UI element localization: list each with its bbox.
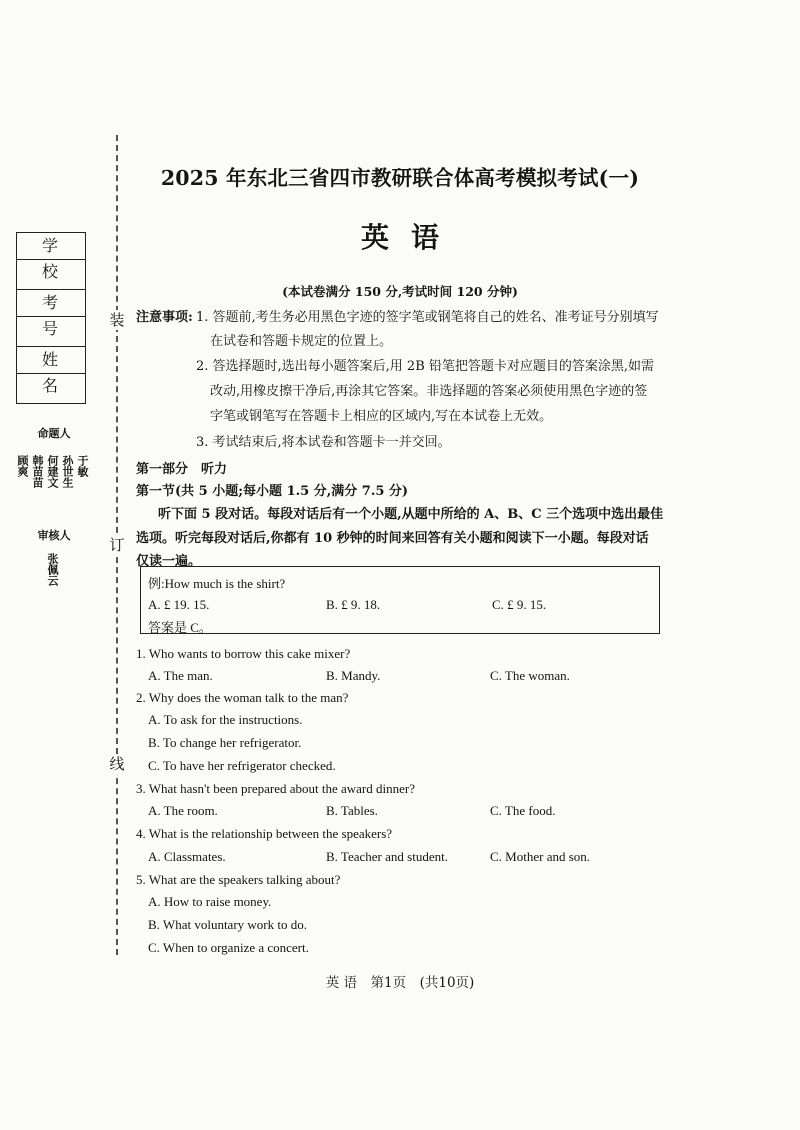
question-option: C. To have her refrigerator checked. — [148, 758, 336, 773]
name-field-label: 姓 名 — [17, 347, 85, 374]
section-title: 第一节(共 5 小题;每小题 1.5 分,满分 7.5 分) — [136, 484, 409, 499]
binding-char-ding: 订 — [107, 535, 127, 555]
reviewer-title: 审核人 — [37, 529, 71, 542]
instruction-line: 选项。听完每段对话后,你都有 10 秒钟的时间来回答有关小题和阅读下一小题。每段对话 — [136, 531, 649, 546]
author-name: 孙世生 — [61, 455, 74, 488]
page-footer: 英 语 第1页 (共10页) — [325, 975, 475, 991]
author-name: 于敏 — [76, 455, 89, 477]
school-field-box[interactable] — [16, 232, 86, 290]
notice-line: 在试卷和答题卡规定的位置上。 — [210, 334, 393, 349]
exam-info: (本试卷满分 150 分,考试时间 120 分钟) — [282, 284, 518, 299]
name-field-box[interactable] — [16, 346, 86, 404]
example-option: B. £ 9. 18. — [326, 597, 381, 612]
exam-number-field-box[interactable] — [16, 289, 86, 347]
question-option: B. To change her refrigerator. — [148, 735, 302, 750]
part-title: 第一部分 听力 — [136, 462, 228, 477]
notice-line: 改动,用橡皮擦干净后,再涂其它答案。非选择题的答案必须使用黑色字迹的签 — [210, 384, 648, 399]
notice-line: 2. 答选择题时,选出每小题答案后,用 2B 铅笔把答题卡对应题目的答案涂黑,如需 — [196, 359, 655, 374]
author-name: 顾爽 — [16, 455, 29, 477]
question-option: B. What voluntary work to do. — [148, 917, 307, 932]
question-option: A. The man. — [148, 668, 213, 683]
question-option: C. The woman. — [490, 668, 570, 683]
example-option: A. £ 19. 15. — [148, 597, 210, 612]
author-name: 韩苗苗 — [31, 455, 44, 488]
question-text: 1. Who wants to borrow this cake mixer? — [136, 646, 351, 661]
author-name: 何建文 — [46, 455, 59, 488]
question-option: A. Classmates. — [148, 849, 226, 864]
binding-char-xian: 线 — [107, 754, 127, 774]
question-option: B. Tables. — [326, 803, 378, 818]
example-answer: 答案是 C。 — [148, 620, 212, 635]
question-option: C. Mother and son. — [490, 849, 591, 864]
author-list — [16, 455, 89, 488]
binding-char-zhuang: 装 — [107, 310, 127, 330]
question-option: C. The food. — [490, 803, 556, 818]
reviewer-list — [46, 553, 59, 586]
school-field-label: 学 校 — [17, 233, 85, 260]
question-option: C. When to organize a concert. — [148, 940, 309, 955]
instruction-line: 仅读一遍。 — [136, 554, 202, 569]
question-text: 3. What hasn't been prepared about the award dinner? — [136, 781, 415, 796]
notice-line: 字笔或钢笔写在答题卡上相应的区域内,写在本试卷上无效。 — [210, 409, 553, 424]
question-text: 5. What are the speakers talking about? — [136, 872, 341, 887]
example-question: 例:How much is the shirt? — [148, 576, 286, 591]
question-option: B. Mandy. — [326, 668, 381, 683]
exam-title: 2025 年东北三省四市教研联合体高考模拟考试(一) — [160, 166, 640, 190]
question-text: 4. What is the relationship between the speakers? — [136, 826, 393, 841]
instruction-line: 听下面 5 段对话。每段对话后有一个小题,从题中所给的 A、B、C 三个选项中选出最佳 — [158, 507, 664, 522]
notice-line: 3. 考试结束后,将本试卷和答题卡一并交回。 — [196, 435, 451, 450]
question-option: A. The room. — [148, 803, 218, 818]
question-option: A. How to raise money. — [148, 894, 272, 909]
reviewer-name: 张佩云 — [46, 553, 59, 586]
notice-label: 注意事项: — [136, 310, 193, 325]
question-option: B. Teacher and student. — [326, 849, 448, 864]
example-option: C. £ 9. 15. — [492, 597, 547, 612]
question-text: 2. Why does the woman talk to the man? — [136, 690, 349, 705]
question-option: A. To ask for the instructions. — [148, 712, 303, 727]
exam-number-field-label: 考 号 — [17, 290, 85, 317]
author-title: 命题人 — [37, 427, 71, 440]
subject-title: 英语 — [360, 221, 461, 254]
notice-line: 1. 答题前,考生务必用黑色字迹的签字笔或钢笔将自己的姓名、准考证号分别填写 — [196, 310, 659, 325]
